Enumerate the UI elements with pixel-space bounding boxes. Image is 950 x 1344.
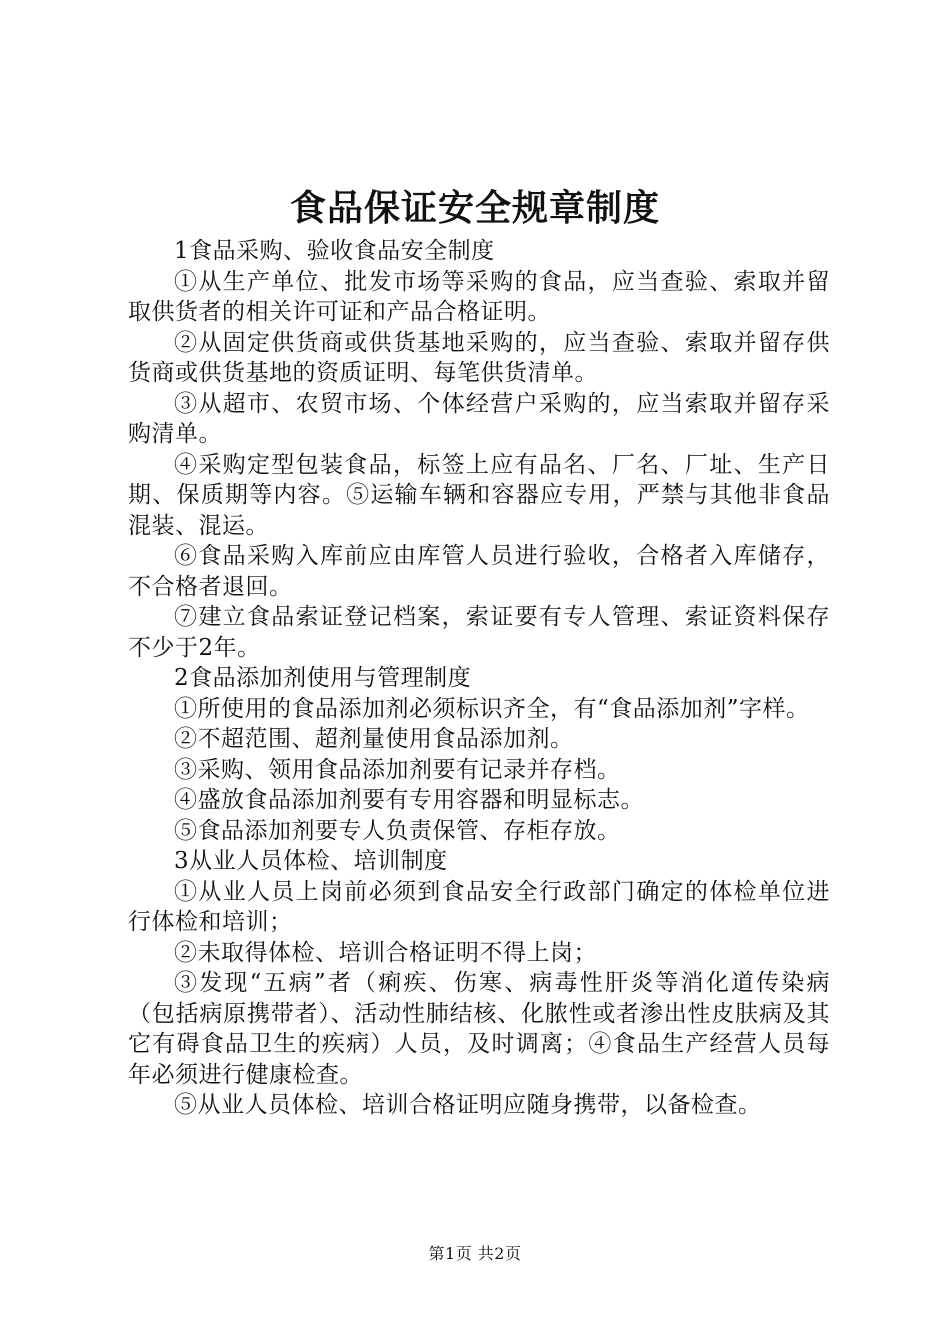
paragraph: ⑦建立食品索证登记档案，索证要有专人管理、索证资料保存不少于2年。 [128,604,830,661]
paragraph: ②从固定供货商或供货基地采购的，应当查验、索取并留存供货商或供货基地的资质证明、每笔供货清单。 [128,329,830,386]
paragraph: ④采购定型包装食品，标签上应有品名、厂名、厂址、生产日期、保质期等内容。⑤运输车辆和容器应专用，严禁与其他非食品混装、混运。 [128,451,830,539]
paragraph: ③从超市、农贸市场、个体经营户采购的，应当索取并留存采购清单。 [128,390,830,447]
paragraph: ⑤食品添加剂要专人负责保管、存柜存放。 [174,817,621,844]
paragraph: ④盛放食品添加剂要有专用容器和明显标志。 [174,787,644,813]
section-heading-2: 2食品添加剂使用与管理制度 [174,665,472,691]
document-body [128,236,830,1121]
paragraph: ②不超范围、超剂量使用食品添加剂。 [174,726,574,752]
section-heading-1: 1食品采购、验收食品安全制度 [174,238,495,264]
page-number-footer: 第1页 共2页 [428,1244,522,1263]
paragraph: ③采购、领用食品添加剂要有记录并存档。 [174,756,621,783]
section-heading-3: 3从业人员体检、培训制度 [174,848,448,874]
paragraph: ①从业人员上岗前必须到食品安全行政部门确定的体检单位进行体检和培训； [128,878,830,935]
paragraph: ⑥食品采购入库前应由库管人员进行验收，合格者入库储存，不合格者退回。 [128,543,830,600]
document-title: 食品保证安全规章制度 [289,187,660,229]
paragraph: ①从生产单位、批发市场等采购的食品，应当查验、索取并留取供货者的相关许可证和产品合格证明。 [128,268,830,325]
paragraph: ③发现“五病”者（痢疾、伤寒、病毒性肝炎等消化道传染病（包括病原携带者）、活动性肺结核、化脓性或者渗出性皮肤病及其它有碍食品卫生的疾病）人员，及时调离；④食品生产经营人员每年必须进行健康检查。 [128,970,830,1088]
paragraph: ②未取得体检、培训合格证明不得上岗； [174,939,597,966]
paragraph: ⑤从业人员体检、培训合格证明应随身携带，以备检查。 [174,1092,762,1118]
paragraph: ①所使用的食品添加剂必须标识齐全，有“食品添加剂”字样。 [174,695,810,722]
